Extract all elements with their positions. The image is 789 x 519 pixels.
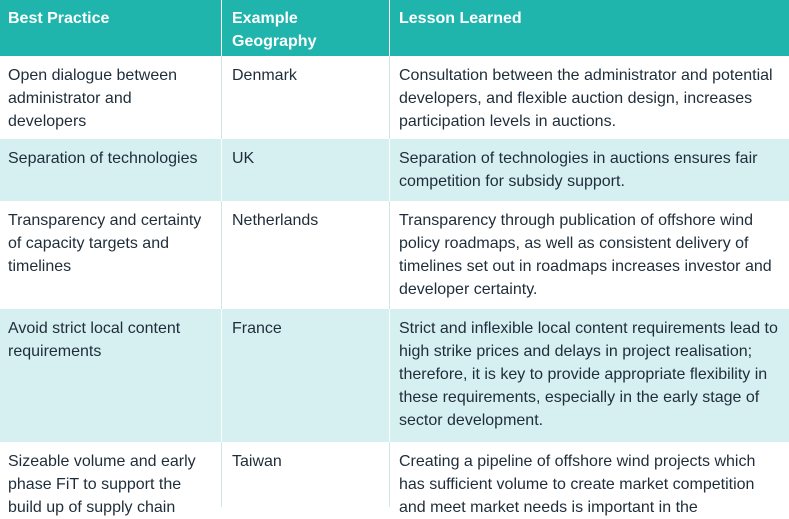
cell-practice: Separation of technologies — [8, 150, 198, 167]
cell-geography: Netherlands — [221, 201, 389, 309]
cell-lesson: Strict and inflexible local content requirements lead to high strike prices and delays in project realisation; therefore, it is key to provide appropriate flexibility in these requirements, especially in the early stage of sector development. — [389, 309, 789, 442]
cell-lesson: Creating a pipeline of offshore wind projects which has sufficient volume to create market competition and meet market needs is important in the — [389, 442, 789, 507]
table-row — [0, 309, 789, 442]
cell-lesson: Consultation between the administrator and potential developers, and flexible auction design, increases participation levels in auctions. — [389, 56, 789, 139]
table-row — [0, 201, 789, 309]
cell-geography: France — [221, 309, 389, 442]
table-row — [0, 139, 789, 201]
cell-practice: Transparency and certainty of capacity targets and timelines — [8, 212, 202, 275]
cell-practice: Avoid strict local content requirements — [8, 320, 181, 360]
table-row — [0, 56, 789, 139]
header-example-geography: Example Geography — [221, 0, 389, 56]
header-best-practice: Best Practice — [8, 10, 110, 27]
header-lesson-learned: Lesson Learned — [389, 0, 789, 56]
cell-lesson: Transparency through publication of offshore wind policy roadmaps, as well as consistent delivery of timelines set out in roadmaps increases investor and developer certainty. — [389, 201, 789, 309]
cell-practice: Sizeable volume and early phase FiT to support the build up of supply chain — [8, 453, 196, 516]
table-row — [0, 442, 789, 516]
cell-geography: Denmark — [221, 56, 389, 139]
cell-geography: Taiwan — [221, 442, 389, 507]
cell-practice: Open dialogue between administrator and developers — [8, 67, 178, 130]
cell-lesson: Separation of technologies in auctions ensures fair competition for subsidy support. — [389, 139, 789, 201]
cell-geography: UK — [221, 139, 389, 201]
table-header-row — [0, 0, 789, 56]
